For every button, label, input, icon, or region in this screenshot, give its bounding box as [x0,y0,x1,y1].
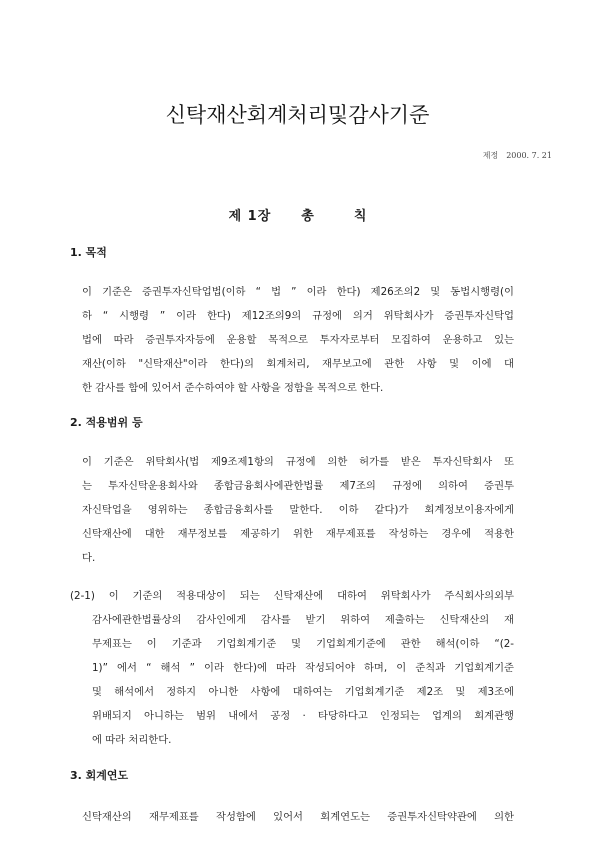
paragraph-line: 이 기준은 위탁회사(법 제9조제1항의 규정에 의한 허가를 받은 투자신탁회사 또 [82,456,514,468]
item-line: 감사에관한법률상의 감사인에게 감사를 받기 위하여 제출하는 신탁재산의 재 [92,614,514,626]
paragraph-line: 법에 따라 증권투자자등에 운용할 목적으로 투자자로부터 모집하여 운용하고 있는 [82,334,514,346]
item-line: (2-1) 이 기준의 적용대상이 되는 신탁재산에 대하여 위탁회사가 주식회사의외부 [70,590,514,602]
section-heading-scope: 2. 적용범위 등 [70,416,143,429]
paragraph-line: 이 기준은 증권투자신탁업법(이하 “ 법 ” 이라 한다) 제26조의2 및 동법시행령(이 [82,286,514,298]
item-line: 위배되지 아니하는 범위 내에서 공정 · 타당하다고 인정되는 업계의 회계관행 [92,710,514,722]
document-title: 신탁재산회계처리및감사기준 [165,103,430,127]
paragraph-line: 신탁재산에 대한 재무정보를 제공하기 위한 재무제표를 작성하는 경우에 적용한 [82,528,514,540]
item-line: 및 해석에서 정하지 아니한 사항에 대하여는 기업회계기준 제2조 및 제3조에 [92,686,514,698]
paragraph-line: 재산(이하 "신탁재산"이라 한다)의 회계처리, 재무보고에 관한 사항 및 이에 대 [82,358,514,370]
section-heading-purpose: 1. 목적 [70,246,107,259]
paragraph-line: 신탁재산의 재무제표를 작성함에 있어서 회계연도는 증권투자신탁약관에 의한 [82,811,514,823]
enactment-date-value: 2000. 7. 21 [506,151,552,160]
paragraph-line: 하 “ 시행령 ” 이라 한다) 제12조의9의 규정에 의거 위탁회사가 증권투자신탁업 [82,310,514,322]
item-line: 에 따라 처리한다. [92,734,172,746]
enactment-date [483,150,552,161]
paragraph-line: 는 투자신탁운용회사와 종합금융회사에관한법률 제7조의 규정에 의하여 증권투 [82,480,514,492]
enactment-label: 제정 [482,151,499,160]
chapter-number: 제 1장 [228,209,272,224]
paragraph-line: 한 감사를 함에 있어서 준수하여야 할 사항을 정함을 목적으로 한다. [82,382,384,394]
paragraph-line: 다. [82,552,96,564]
item-line: 무제표는 이 기준과 기업회계기준 및 기업회계기준에 관한 해석(이하 “(2- [92,638,514,650]
paragraph-line: 자신탁업을 영위하는 종합금융회사를 말한다. 이하 같다)가 회계정보이용자에게 [82,504,514,516]
section-heading-fiscal-year: 3. 회계연도 [70,769,129,782]
chapter-title-part-2: 칙 [353,209,367,224]
chapter-title-part-1: 총 [301,209,314,224]
item-line: 1)” 에서 “ 해석 ” 이라 한다)에 따라 작성되어야 하며, 이 준칙과 기업회계기준 [92,662,514,674]
chapter-heading [0,205,595,224]
